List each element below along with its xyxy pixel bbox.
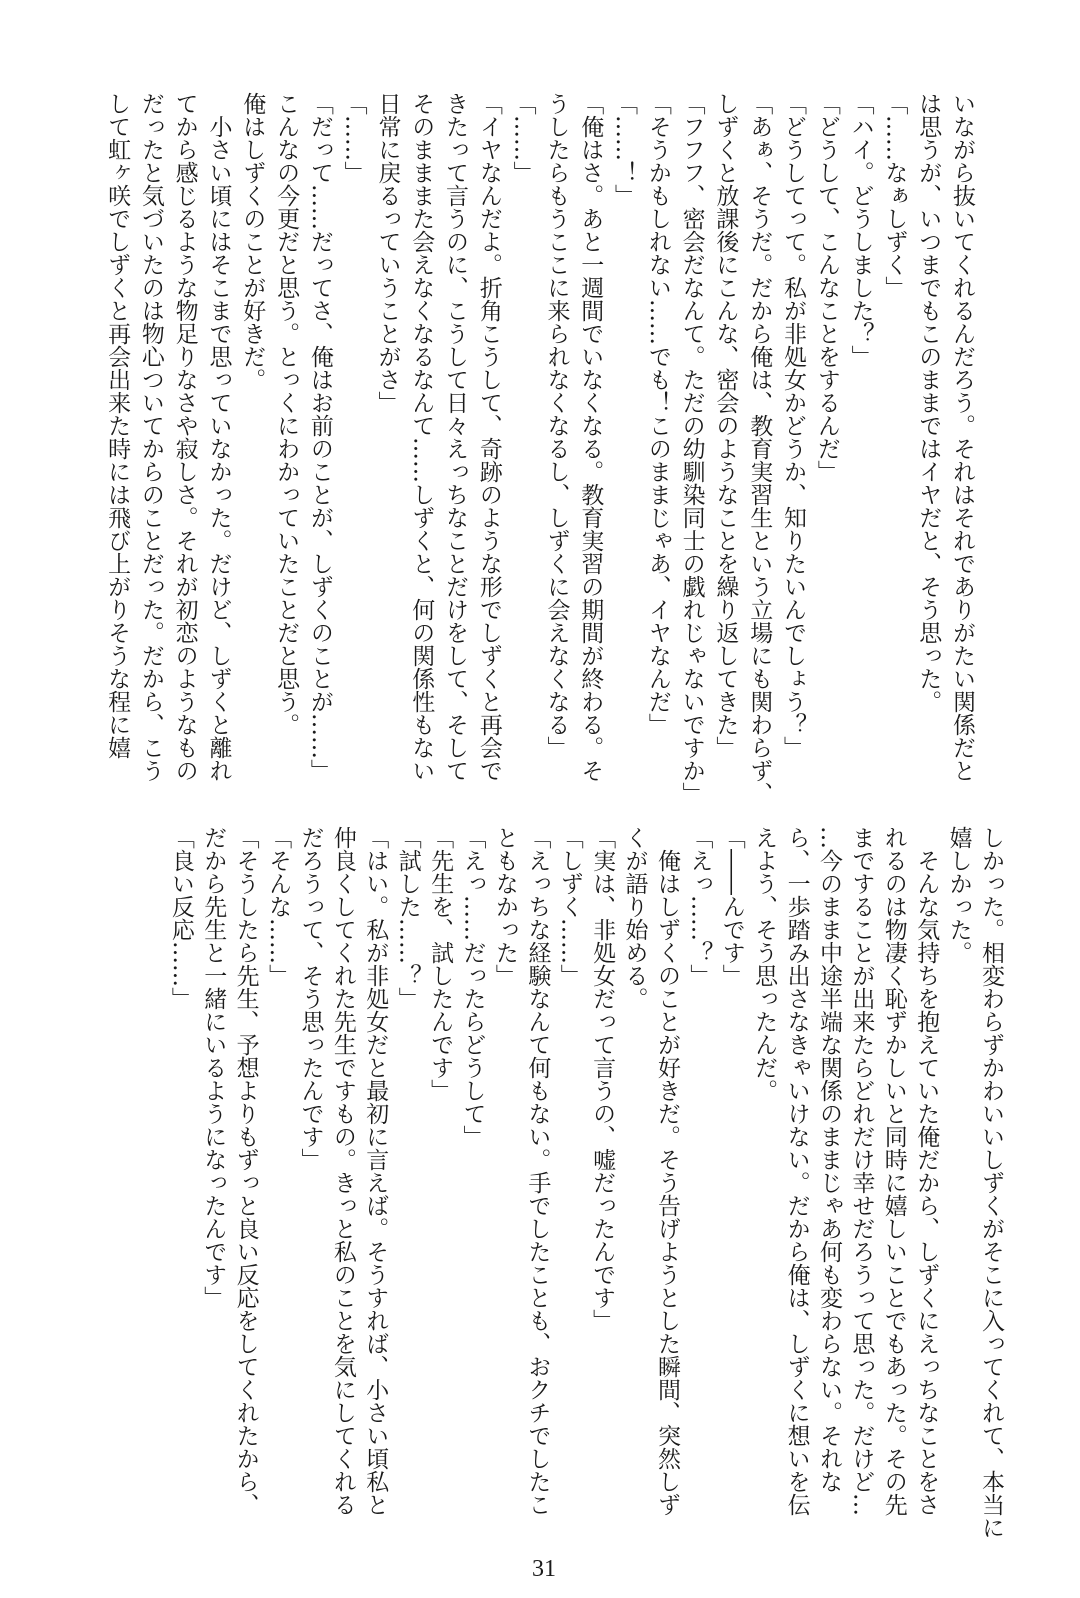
text-line: 「俺はさ。あと一週間でいなくなる。教育実習の期間が終わる。そ	[577, 92, 604, 782]
text-line: てから感じるような物足りなさや寂しさ。それが初恋のようなもの	[171, 92, 198, 782]
text-line: くが語り始める。	[621, 826, 648, 1010]
text-line: 「先生を、試したんです」	[427, 826, 454, 1102]
text-line: ら、一歩踏み出さなきゃいけない。だから俺は、しずくに想いを伝	[783, 826, 810, 1516]
text-line: そのまままた会えなくなるなんて……しずくと、何の関係性もない	[408, 92, 435, 782]
text-line: 「――んです」	[718, 826, 745, 987]
text-line: 「……」	[509, 92, 536, 184]
text-line: まですることが出来たらどれだけ幸せだろうって思った。だけど…	[848, 826, 875, 1516]
text-line: 「試した……？」	[394, 826, 421, 1010]
text-line: 「しずく……」	[556, 826, 583, 987]
text-line: 「だって……だってさ、俺はお前のことが、しずくのことが……」	[306, 92, 333, 782]
text-line: うしたらもうここに来られなくなるし、しずくに会えなくなる」	[543, 92, 570, 759]
text-line: だから先生と一緒にいるようになったんです」	[200, 826, 227, 1309]
text-line: そんな気持ちを抱えていた俺だから、しずくにえっちなことをさ	[913, 826, 940, 1516]
text-line: えよう、そう思ったんだ。	[751, 826, 778, 1102]
text-line: 俺はしずくのことが好きだ。	[239, 92, 266, 391]
text-line: 「はい。私が非処女だと最初に言えば。そうすれば、小さい頃私と	[362, 826, 389, 1516]
text-line: 「フフフ、密会だなんて。ただの幼馴染同士の戯れじゃないですか」	[678, 92, 705, 805]
text-line: 嬉しかった。	[945, 826, 972, 964]
text-line: 「そうしたら先生、予想よりもずっと良い反応をしてくれたから、	[232, 826, 259, 1516]
text-block-bottom	[164, 826, 1007, 1539]
text-line: だったと気づいたのは物心ついてからのことだった。だから、こう	[137, 92, 164, 782]
text-line: こんなの今更だと思う。とっくにわかっていたことだと思う。	[273, 92, 300, 736]
text-line: 「……なぁしずく」	[881, 92, 908, 299]
text-line: しかった。相変わらずかわいいしずくがそこに入ってくれて、本当に	[978, 826, 1004, 1539]
text-line: 「……」	[340, 92, 367, 184]
text-line: 小さい頃にはそこまで思っていなかった。だけど、しずくと離れ	[205, 92, 232, 782]
text-line: ともなかった」	[491, 826, 518, 987]
text-line: いながら抜いてくれるんだろう。それはそれでありがたい関係だと	[949, 92, 975, 782]
text-line: 俺はしずくのことが好きだ。そう告げようとした瞬間、突然しず	[653, 826, 680, 1516]
text-line: だろうって、そう思ったんです」	[297, 826, 324, 1171]
text-line: は思うが、いつまでもこのままではイヤだと、そう思った。	[915, 92, 942, 713]
text-line: 「良い反応……」	[167, 826, 194, 1010]
text-line: して虹ヶ咲でしずくと再会出来た時には飛び上がりそうな程に嬉	[104, 92, 131, 759]
text-line: れるのは物凄く恥ずかしいと同時に嬉しいことでもあった。その先	[880, 826, 907, 1516]
text-line: 「どうしてって。私が非処女かどうか、知りたいんでしょう？」	[780, 92, 807, 759]
text-line: 「えっちな経験なんて何もない。手でしたことも、おクチでしたこ	[524, 826, 551, 1516]
text-line: 「そうかもしれない……でも！このままじゃあ、イヤなんだ」	[644, 92, 671, 736]
text-line: 日常に戻るっていうことがさ」	[374, 92, 401, 414]
text-line: 「……！」	[611, 92, 638, 207]
page-number: 31	[532, 1556, 556, 1582]
text-block-top	[99, 92, 978, 805]
text-line: 仲良くしてくれた先生ですもの。きっと私のことを気にしてくれる	[329, 826, 356, 1516]
text-line: しずくと放課後にこんな、密会のようなことを繰り返してきた」	[712, 92, 739, 759]
text-line: きたって言うのに、こうして日々えっちなことだけをして、そして	[442, 92, 469, 782]
text-line: 「ハイ。どうしました？」	[847, 92, 874, 368]
text-line: 「イヤなんだよ。折角こうして、奇跡のような形でしずくと再会で	[475, 92, 502, 782]
text-line: 「えっ……だったらどうして」	[459, 826, 486, 1148]
text-line: 「実は、非処女だって言うの、嘘だったんです」	[589, 826, 616, 1332]
text-line: 「あぁ、そうだ。だから俺は、教育実習生という立場にも関わらず、	[746, 92, 773, 805]
text-line: …今のまま中途半端な関係のままじゃあ何も変わらない。それな	[815, 826, 842, 1493]
text-line: 「えっ……？」	[686, 826, 713, 987]
text-line: 「どうして、こんなことをするんだ」	[813, 92, 840, 483]
text-line: 「そんな……」	[265, 826, 292, 987]
